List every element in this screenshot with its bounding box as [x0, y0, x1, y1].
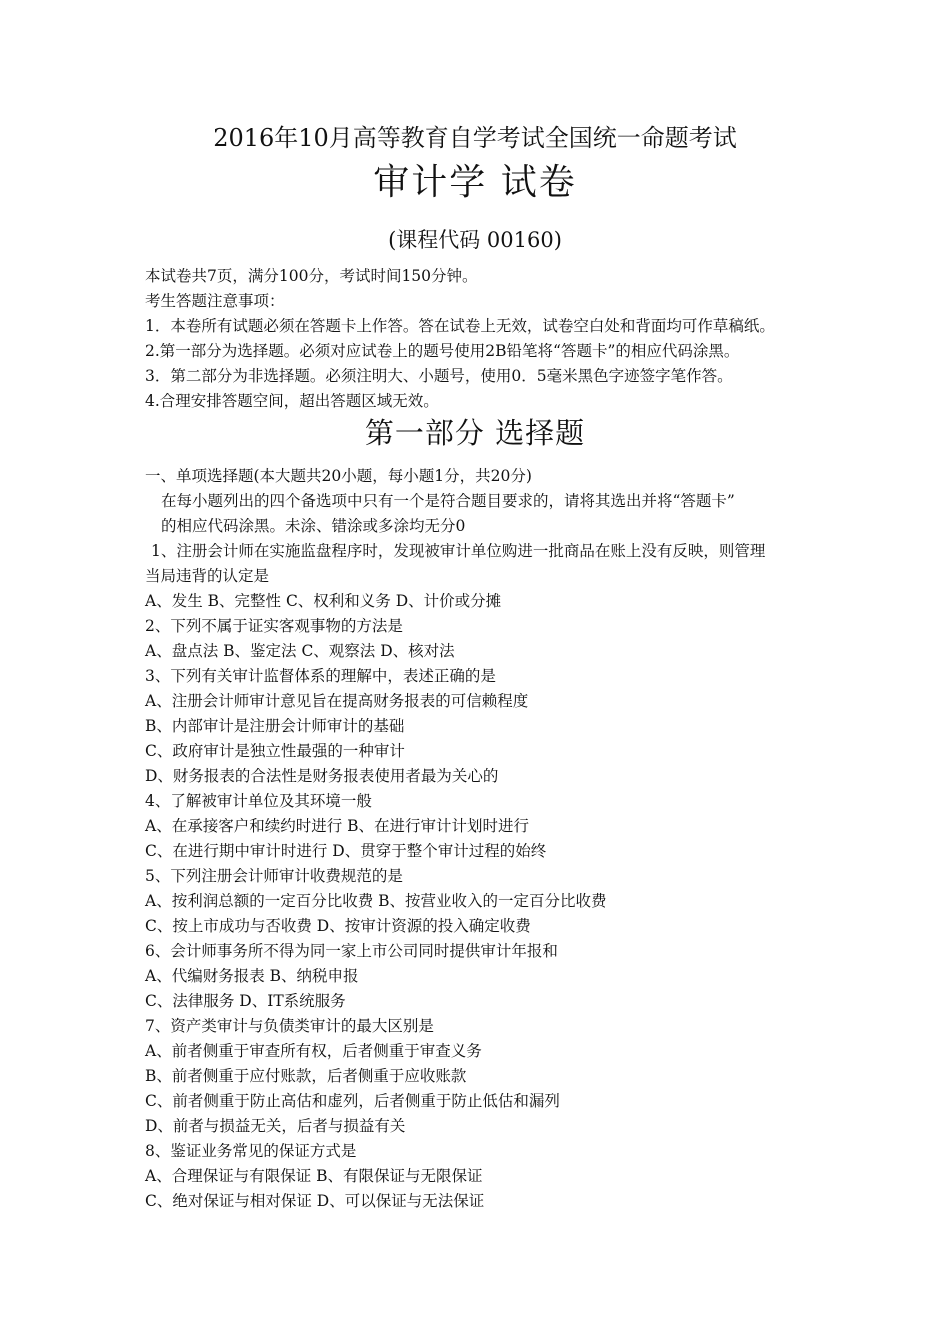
- note-item: 2.第一部分为选择题。必须对应试卷上的题号使用2B铅笔将“答题卡”的相应代码涂黑。: [145, 342, 740, 360]
- question-stem: 4、了解被审计单位及其环境一般: [145, 792, 372, 810]
- question-options: A、按利润总额的一定百分比收费 B、按营业收入的一定百分比收费: [145, 892, 607, 910]
- question-stem: 3、下列有关审计监督体系的理解中，表述正确的是: [145, 667, 496, 685]
- question-options: A、代编财务报表 B、纳税申报: [145, 967, 359, 985]
- question-option: D、前者与损益无关，后者与损益有关: [145, 1117, 406, 1135]
- section-instruction: 的相应代码涂黑。未涂、错涂或多涂均无分0: [161, 517, 466, 535]
- exam-title: 2016年10月高等教育自学考试全国统一命题考试: [213, 124, 737, 152]
- subject-title: 审计学 试卷: [373, 162, 577, 203]
- question-option: A、注册会计师审计意见旨在提高财务报表的可信赖程度: [145, 692, 529, 710]
- question-option: B、前者侧重于应付账款，后者侧重于应收账款: [145, 1067, 467, 1085]
- question-options: C、按上市成功与否收费 D、按审计资源的投入确定收费: [145, 917, 531, 935]
- question-stem: 7、资产类审计与负债类审计的最大区别是: [145, 1017, 434, 1035]
- question-option: D、财务报表的合法性是财务报表使用者最为关心的: [145, 767, 499, 785]
- note-item: 3．第二部分为非选择题。必须注明大、小题号，使用0．5毫米黑色字迹签字笔作答。: [145, 367, 733, 385]
- notes-heading: 考生答题注意事项：: [145, 292, 285, 310]
- question-options: A、在承接客户和续约时进行 B、在进行审计计划时进行: [145, 817, 530, 835]
- question-stem: 5、下列注册会计师审计收费规范的是: [145, 867, 403, 885]
- question-options: A、盘点法 B、鉴定法 C、观察法 D、核对法: [145, 642, 455, 660]
- question-stem: 6、会计师事务所不得为同一家上市公司同时提供审计年报和: [145, 942, 558, 960]
- question-options: C、绝对保证与相对保证 D、可以保证与无法保证: [145, 1192, 485, 1210]
- question-stem: 1、注册会计师在实施监盘程序时，发现被审计单位购进一批商品在账上没有反映，则管理: [151, 542, 766, 560]
- part-title: 第一部分 选择题: [364, 416, 586, 450]
- question-option: A、前者侧重于审查所有权，后者侧重于审查义务: [145, 1042, 482, 1060]
- note-item: 1．本卷所有试题必须在答题卡上作答。答在试卷上无效，试卷空白处和背面均可作草稿纸。: [145, 317, 775, 335]
- question-options: A、合理保证与有限保证 B、有限保证与无限保证: [145, 1167, 483, 1185]
- question-option: B、内部审计是注册会计师审计的基础: [145, 717, 405, 735]
- section-instruction: 在每小题列出的四个备选项中只有一个是符合题目要求的，请将其选出并将“答题卡”: [161, 492, 735, 510]
- question-option: C、政府审计是独立性最强的一种审计: [145, 742, 405, 760]
- question-option: C、前者侧重于防止高估和虚列，后者侧重于防止低估和漏列: [145, 1092, 560, 1110]
- question-options: C、在进行期中审计时进行 D、贯穿于整个审计过程的始终: [145, 842, 547, 860]
- note-item: 4.合理安排答题空间，超出答题区域无效。: [145, 392, 439, 410]
- question-options: A、发生 B、完整性 C、权利和义务 D、计价或分摊: [145, 592, 502, 610]
- question-stem: 当局违背的认定是: [145, 567, 270, 585]
- course-code: (课程代码 00160): [388, 228, 562, 252]
- question-options: C、法律服务 D、IT系统服务: [145, 992, 346, 1010]
- question-stem: 8、鉴证业务常见的保证方式是: [145, 1142, 357, 1160]
- question-stem: 2、下列不属于证实客观事物的方法是: [145, 617, 403, 635]
- section-heading: 一、单项选择题(本大题共20小题，每小题1分，共20分): [145, 467, 532, 485]
- exam-info: 本试卷共7页，满分100分，考试时间150分钟。: [145, 267, 478, 285]
